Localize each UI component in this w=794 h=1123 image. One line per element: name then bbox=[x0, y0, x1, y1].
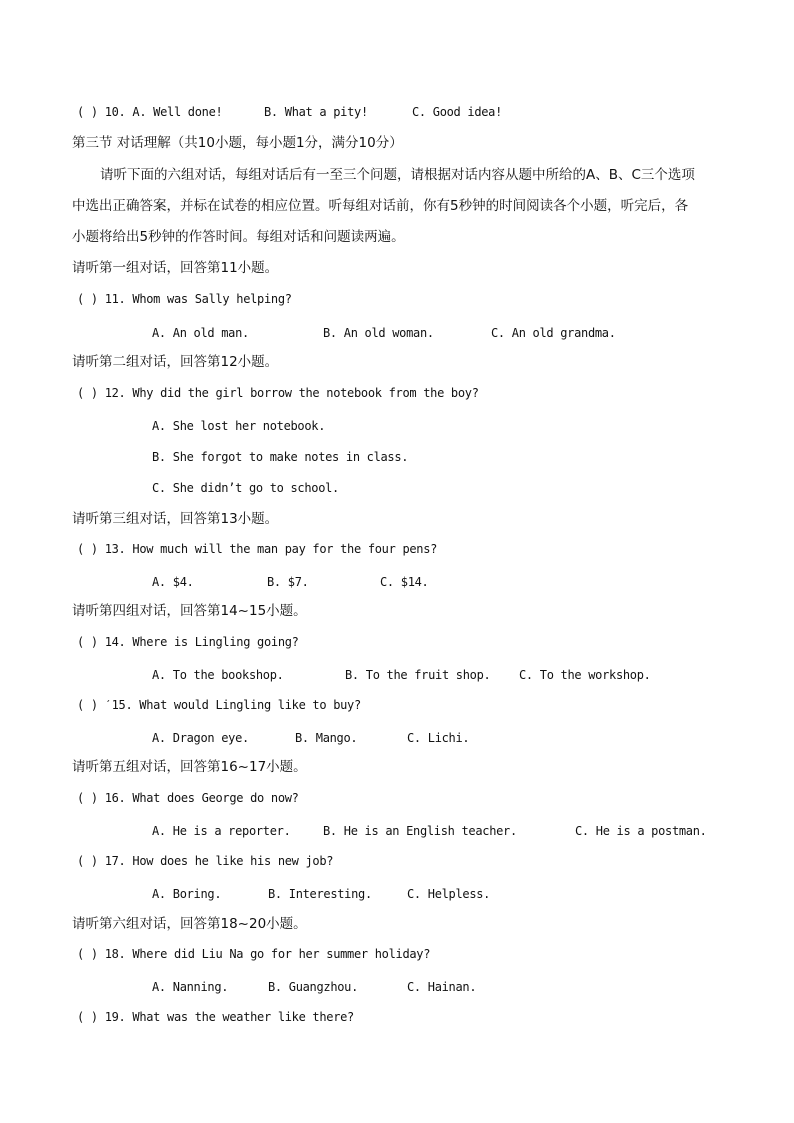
q16-option-c: C. He is a postman. bbox=[575, 824, 707, 838]
q14-option-b: B. To the fruit shop. bbox=[345, 668, 491, 682]
q12-option-b: B. She forgot to make notes in class. bbox=[152, 450, 409, 464]
instructions-line-2: 中选出正确答案，并标在试卷的相应位置。听每组对话前，你有5秒钟的时间阅读各个小题，听完后，各 bbox=[72, 198, 689, 214]
group-3-prompt: 请听第三组对话，回答第13小题。 bbox=[72, 511, 279, 527]
group-1-prompt: 请听第一组对话，回答第11小题。 bbox=[72, 260, 279, 276]
q11-option-b: B. An old woman. bbox=[323, 326, 434, 340]
q12-option-c: C. She didn’t go to school. bbox=[152, 481, 339, 495]
group-2-prompt: 请听第二组对话，回答第12小题。 bbox=[72, 354, 279, 370]
q17-option-b: B. Interesting. bbox=[268, 887, 372, 901]
group-6-prompt: 请听第六组对话，回答第18~20小题。 bbox=[72, 916, 307, 932]
q18-option-c: C. Hainan. bbox=[407, 980, 477, 994]
q17-option-a: A. Boring. bbox=[152, 887, 222, 901]
question-18: ( ) 18. Where did Liu Na go for her summer holiday? bbox=[77, 947, 431, 961]
question-15: ( ) ˊ15. What would Lingling like to buy? bbox=[77, 698, 361, 712]
question-12: ( ) 12. Why did the girl borrow the notebook from the boy? bbox=[77, 386, 479, 400]
q12-option-a: A. She lost her notebook. bbox=[152, 419, 326, 433]
question-13: ( ) 13. How much will the man pay for the four pens? bbox=[77, 542, 438, 556]
q17-option-c: C. Helpless. bbox=[407, 887, 491, 901]
q15-option-b: B. Mango. bbox=[295, 731, 358, 745]
question-11: ( ) 11. Whom was Sally helping? bbox=[77, 292, 292, 306]
section-title: 第三节 对话理解（共10小题，每小题1分，满分10分） bbox=[72, 135, 403, 151]
q13-option-b: B. $7. bbox=[267, 575, 309, 589]
q11-option-c: C. An old grandma. bbox=[491, 326, 616, 340]
question-19: ( ) 19. What was the weather like there? bbox=[77, 1010, 354, 1024]
q18-option-b: B. Guangzhou. bbox=[268, 980, 359, 994]
q14-option-c: C. To the workshop. bbox=[519, 668, 651, 682]
question-16: ( ) 16. What does George do now? bbox=[77, 791, 299, 805]
q10-option-c: C. Good idea! bbox=[412, 105, 503, 119]
q18-option-a: A. Nanning. bbox=[152, 980, 229, 994]
question-17: ( ) 17. How does he like his new job? bbox=[77, 854, 334, 868]
instructions-line-3: 小题将给出5秒钟的作答时间。每组对话和问题读两遍。 bbox=[72, 229, 405, 245]
q16-option-b: B. He is an English teacher. bbox=[323, 824, 517, 838]
q10-option-b: B. What a pity! bbox=[264, 105, 368, 119]
group-5-prompt: 请听第五组对话，回答第16~17小题。 bbox=[72, 759, 307, 775]
instructions-line-1: 请听下面的六组对话，每组对话后有一至三个问题，请根据对话内容从题中所给的A、B、C三个选项 bbox=[100, 167, 695, 183]
q11-option-a: A. An old man. bbox=[152, 326, 249, 340]
q16-option-a: A. He is a reporter. bbox=[152, 824, 291, 838]
q13-option-a: A. $4. bbox=[152, 575, 194, 589]
q14-option-a: A. To the bookshop. bbox=[152, 668, 284, 682]
question-10: ( ) 10. A. Well done! bbox=[77, 105, 223, 119]
q15-option-c: C. Lichi. bbox=[407, 731, 470, 745]
q13-option-c: C. $14. bbox=[380, 575, 429, 589]
question-14: ( ) 14. Where is Lingling going? bbox=[77, 635, 299, 649]
group-4-prompt: 请听第四组对话，回答第14~15小题。 bbox=[72, 603, 307, 619]
q15-option-a: A. Dragon eye. bbox=[152, 731, 249, 745]
